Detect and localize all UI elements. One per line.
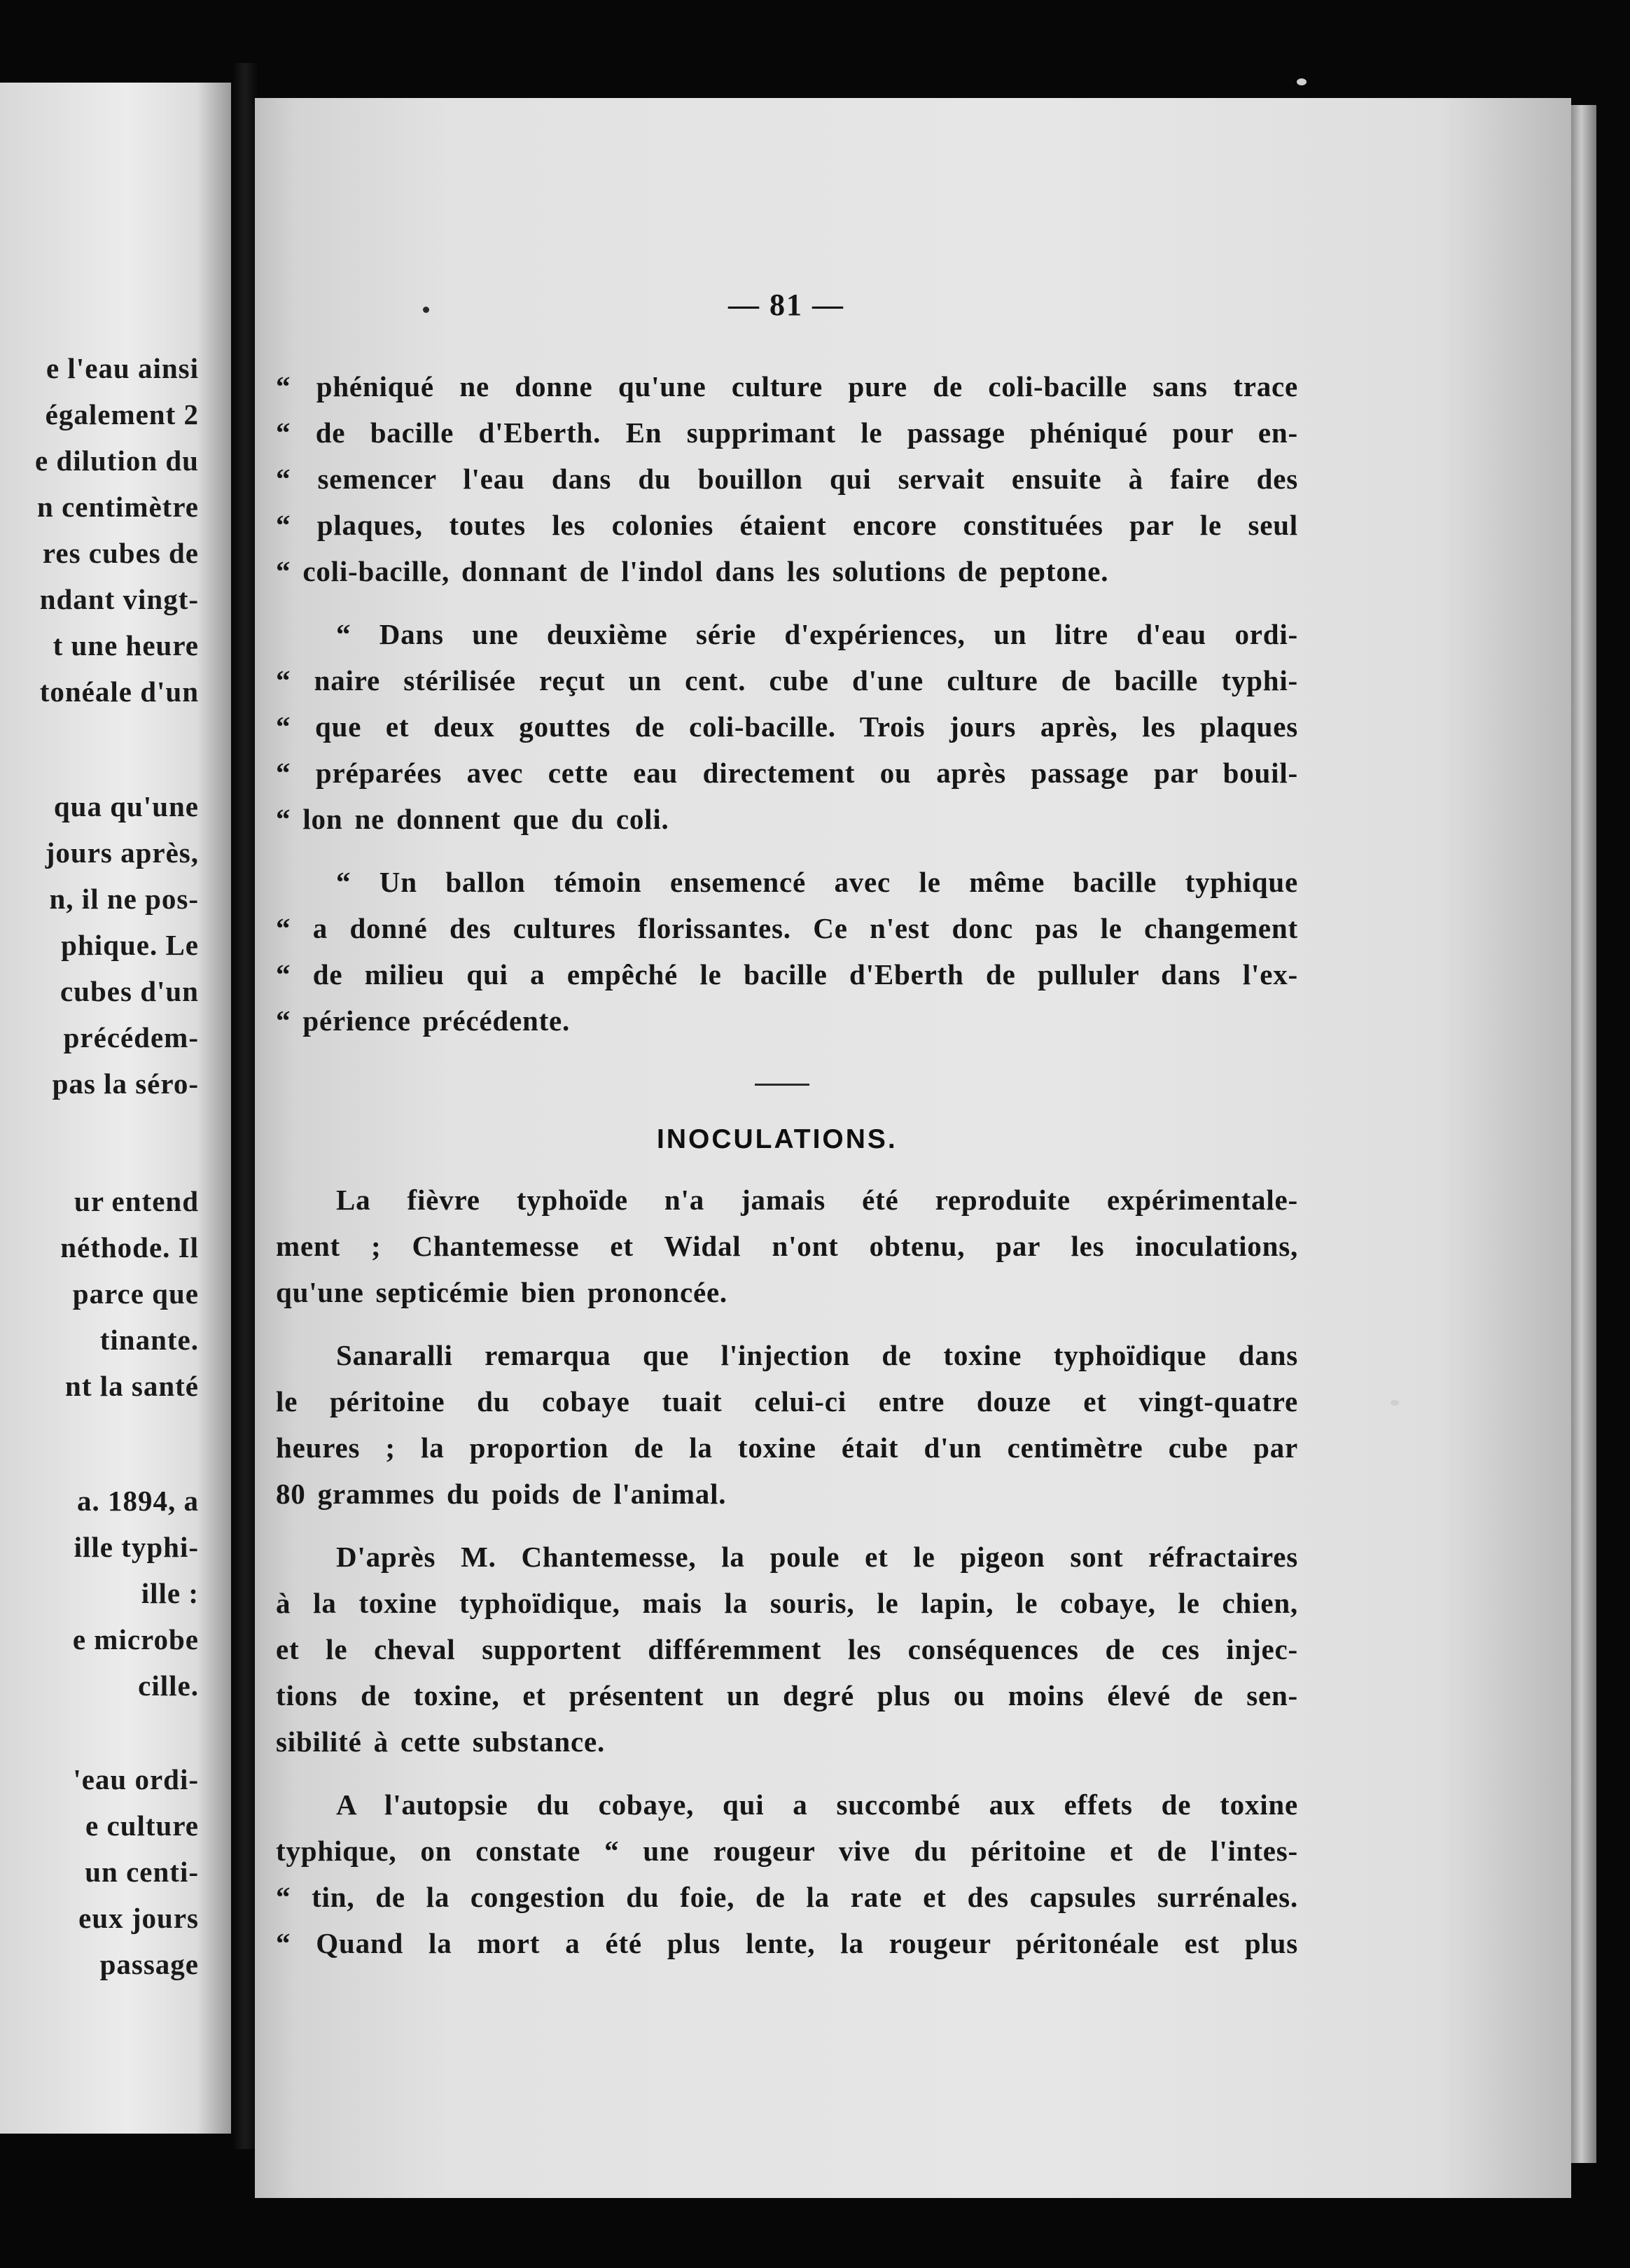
left-page-line: t une heure — [53, 629, 199, 662]
body-text-line: “ semencer l'eau dans du bouillon qui servait ensuite à faire des — [276, 463, 1298, 495]
body-text-line: “ préparées avec cette eau directement ou après passage par bouil- — [276, 757, 1298, 789]
body-text-line: “ a donné des cultures florissantes. Ce n'est donc pas le changement — [276, 912, 1298, 944]
page-edge-shadow — [1571, 105, 1596, 2163]
body-text-line: sibilité à cette substance. — [276, 1726, 606, 1758]
previous-page-fragment — [0, 83, 231, 2134]
body-text-line: heures ; la proportion de la toxine était d'un centimètre cube par — [276, 1432, 1298, 1464]
body-text-line: D'après M. Chantemesse, la poule et le pigeon sont réfractaires — [336, 1541, 1298, 1573]
left-page-line: passage — [99, 1948, 199, 1980]
page-number: — 81 — — [728, 288, 844, 322]
ink-dot — [423, 307, 429, 313]
left-page-line: 'eau ordi- — [73, 1763, 199, 1795]
left-page-line: ille : — [141, 1577, 199, 1609]
left-page-line: n, il ne pos- — [49, 883, 199, 915]
body-text-line: “ de bacille d'Eberth. En supprimant le passage phéniqué pour en- — [276, 416, 1298, 449]
body-text-line: “ Quand la mort a été plus lente, la rougeur péritonéale est plus — [276, 1927, 1298, 1959]
left-page-line: précédem- — [63, 1021, 199, 1054]
body-text-line: le péritoine du cobaye tuait celui-ci entre douze et vingt-quatre — [276, 1385, 1298, 1418]
left-page-line: un centi- — [85, 1856, 199, 1888]
section-heading: INOCULATIONS. — [657, 1124, 898, 1154]
left-page-line: ur entend — [74, 1185, 199, 1217]
left-page-line: jours après, — [45, 836, 199, 869]
left-page-line: également 2 — [45, 398, 199, 430]
body-text-line: “ périence précédente. — [276, 1004, 571, 1037]
body-text-line: “ lon ne donnent que du coli. — [276, 803, 669, 835]
body-text-line: à la toxine typhoïdique, mais la souris, le lapin, le cobaye, le chien, — [276, 1587, 1298, 1619]
body-text-line: Sanaralli remarqua que l'injection de toxine typhoïdique dans — [336, 1339, 1298, 1371]
left-page-line: parce que — [72, 1278, 199, 1310]
body-text-line: “ Un ballon témoin ensemencé avec le même bacille typhique — [336, 866, 1298, 898]
body-text-line: ment ; Chantemesse et Widal n'ont obtenu, par les inoculations, — [276, 1230, 1298, 1262]
left-page-line: cubes d'un — [60, 975, 199, 1007]
left-page-line: e culture — [85, 1809, 199, 1842]
body-text-line: “ phéniqué ne donne qu'une culture pure de coli-bacille sans trace — [276, 370, 1298, 402]
body-text-line: “ coli-bacille, donnant de l'indol dans les solutions de peptone. — [276, 555, 1109, 587]
body-text-line: “ Dans une deuxième série d'expériences, un litre d'eau ordi- — [336, 618, 1298, 650]
left-page-line: tinante. — [99, 1324, 199, 1356]
left-page-line: phique. Le — [61, 929, 199, 961]
dust-speck — [1391, 1400, 1399, 1406]
left-page-line: ndant vingt- — [39, 583, 199, 615]
body-text-line: tions de toxine, et présentent un degré plus ou moins élevé de sen- — [276, 1679, 1298, 1712]
left-page-line: qua qu'une — [53, 790, 199, 822]
left-page-line: e l'eau ainsi — [46, 352, 199, 384]
body-text-line: A l'autopsie du cobaye, qui a succombé aux effets de toxine — [336, 1788, 1298, 1821]
left-page-line: res cubes de — [42, 537, 199, 569]
left-page-line: a. 1894, a — [77, 1485, 199, 1517]
section-separator — [755, 1084, 809, 1086]
body-text-line: 80 grammes du poids de l'animal. — [276, 1478, 727, 1510]
left-page-line: ille typhi- — [74, 1531, 199, 1563]
left-page-line: e microbe — [72, 1623, 199, 1656]
body-text-line: “ naire stérilisée reçut un cent. cube d'une culture de bacille typhi- — [276, 664, 1298, 696]
left-page-line: e dilution du — [34, 444, 199, 477]
body-text-line: “ plaques, toutes les colonies étaient encore constituées par le seul — [276, 509, 1298, 541]
left-page-line: néthode. Il — [60, 1231, 199, 1264]
left-page-line: pas la séro- — [52, 1068, 199, 1100]
dust-speck — [1297, 78, 1307, 85]
left-page-line: tonéale d'un — [39, 676, 199, 708]
body-text-line: et le cheval supportent différemment les conséquences de ces injec- — [276, 1633, 1298, 1665]
left-page-line: cille. — [138, 1670, 199, 1702]
body-text-line: La fièvre typhoïde n'a jamais été reproduite expérimentale- — [336, 1184, 1298, 1216]
body-text-line: typhique, on constate “ une rougeur vive du péritoine et de l'intes- — [276, 1835, 1298, 1867]
body-text-line: qu'une septicémie bien prononcée. — [276, 1276, 727, 1308]
left-page-line: n centimètre — [37, 491, 199, 523]
left-page-line: eux jours — [78, 1902, 199, 1934]
body-text-line: “ tin, de la congestion du foie, de la rate et des capsules surrénales. — [276, 1881, 1298, 1913]
body-text-line: “ de milieu qui a empêché le bacille d'Eberth de pulluler dans l'ex- — [276, 958, 1298, 990]
left-page-line: nt la santé — [65, 1370, 199, 1402]
body-text-line: “ que et deux gouttes de coli-bacille. Trois jours après, les plaques — [276, 710, 1298, 743]
